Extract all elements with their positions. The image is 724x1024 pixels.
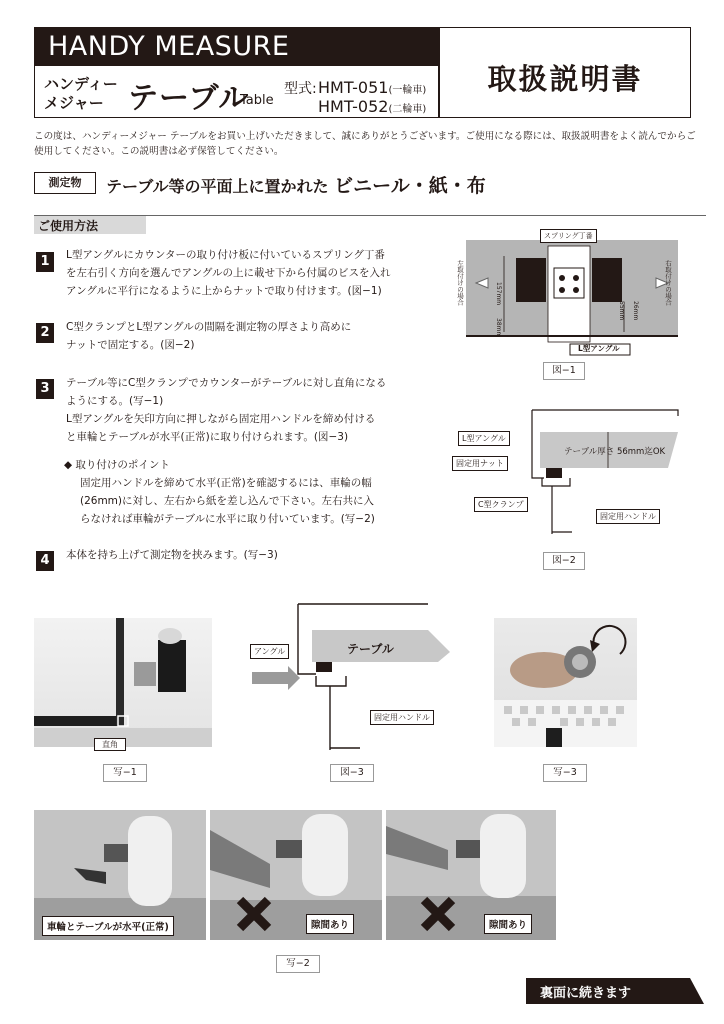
fig2-clamp: C型クランプ (474, 497, 528, 512)
left-mount-label: 左取付けの場合 (456, 260, 464, 306)
photo-1 (34, 618, 212, 747)
fig2-thickness: テーブル厚さ 56mm迄OK (564, 447, 666, 457)
doc-type-box (439, 27, 691, 118)
usage-heading: ご使用方法 (34, 216, 146, 234)
attach-point: ◆ 取り付けのポイント 固定用ハンドルを締めて水平(正常)を確認するには、車輪の幅 (26mm)に対し、左右から紙を差し込んで下さい。左右共に入 らなければ車輪がテーブルに水平に取り付いています。(写−2) (64, 459, 375, 525)
fig2-handle: 固定用ハンドル (596, 509, 660, 524)
photo2-label-gap-1: 隙間あり (306, 914, 354, 934)
photo2-caption: 写−2 (276, 955, 320, 973)
photo-2-gap-1 (210, 810, 382, 940)
title-banner (34, 27, 439, 66)
step-3-text: テーブル等にC型クランプでカウンターがテーブルに対し直角になる ようにする。(写−1) L型アングルを矢印方向に押しながら固定用ハンドルを締め付ける と車輪とテーブルが水平(正常)に取り付けられます。(図−3) (66, 377, 387, 443)
target-tag: 測定物 (34, 172, 96, 194)
continue-tab-arrow (690, 978, 704, 1004)
l-angle-label: L型アングル (578, 344, 620, 353)
fig3-angle: アングル (250, 644, 289, 659)
step-number: 1 (36, 252, 54, 272)
step-4-text: 本体を持ち上げて測定物を挟みます。(写−3) (66, 549, 278, 561)
photo1-caption: 写−1 (103, 764, 147, 782)
photo2-label-normal: 車輪とテーブルが水平(正常) (42, 916, 174, 936)
dim-38: 38mm (495, 318, 502, 338)
product-name: テーブル (128, 81, 250, 116)
photo1-label: 直角 (94, 738, 126, 751)
fig2-caption: 図−2 (543, 552, 585, 570)
model-1: HMT-051(一輪車) (318, 78, 427, 97)
fig2-nut: 固定用ナット (452, 456, 508, 471)
dim-55: 55mm (618, 301, 625, 321)
step-1-text: L型アングルにカウンターの取り付け板に付いているスプリング丁番 を左右引く方向を選んでアングルの上に載せ下から付属のビスを入れ アングルに平行になるように上からナットで取り付けます。(図−1) (66, 249, 391, 297)
model-label: 型式: (284, 81, 317, 97)
figure-3 (240, 594, 462, 760)
photo2-label-gap-2: 隙間あり (484, 914, 532, 934)
continue-tab: 裏面に続きます (526, 978, 690, 1004)
spring-hinge-label: スプリング丁番 (540, 229, 597, 243)
brand-line1: ハンディー (44, 75, 118, 93)
fig1-caption: 図−1 (543, 362, 585, 380)
title-en: HANDY MEASURE (48, 31, 290, 62)
intro-text: この度は、ハンディーメジャー テーブルをお買い上げいただきまして、誠にありがとうございます。ご使用になる際には、取扱説明書をよく読んでからご使用してください。この説明書は必ず保管してください。 (34, 131, 696, 157)
right-mount-label: 右取付けの場合 (664, 260, 672, 306)
dim-26: 26mm (632, 301, 639, 321)
step-2-text: C型クランプとL型アングルの間隔を測定物の厚さより高めに ナットで固定する。(図−2) (66, 321, 352, 351)
fig3-handle: 固定用ハンドル (370, 710, 434, 725)
fig2-l-angle: L型アングル (458, 431, 510, 446)
figure-1 (446, 228, 696, 358)
step-number: 3 (36, 379, 54, 399)
doc-type: 取扱説明書 (487, 62, 643, 96)
photo-3 (494, 618, 637, 747)
step-number: 4 (36, 551, 54, 571)
fig3-table: テーブル (347, 642, 394, 656)
target-text: テーブル等の平面上に置かれた ビニール・紙・布 (106, 175, 486, 197)
dim-157: 157mm (495, 282, 502, 306)
photo3-caption: 写−3 (543, 764, 587, 782)
step-number: 2 (36, 323, 54, 343)
fig3-caption: 図−3 (330, 764, 374, 782)
model-2: HMT-052(二輪車) (318, 97, 427, 116)
brand-line2: メジャー (44, 94, 104, 112)
product-name-en: Table (240, 93, 274, 108)
